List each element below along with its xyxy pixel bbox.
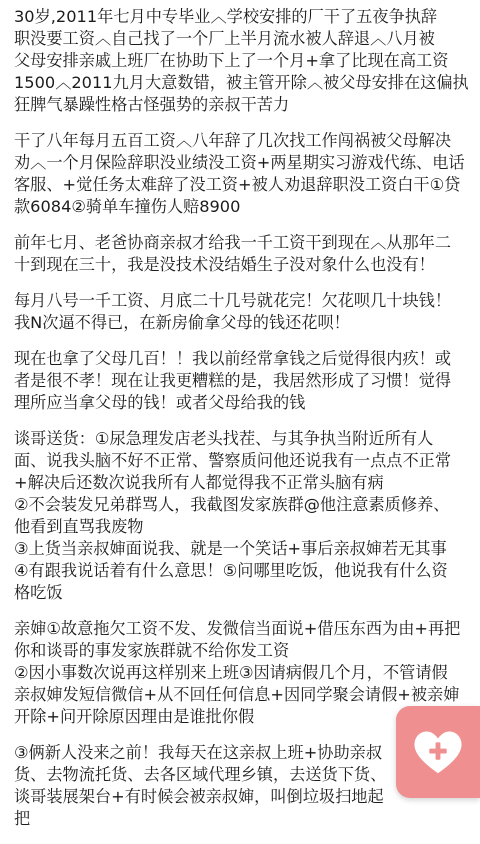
paragraph-line: 我N次逼不得已，在新房偷拿父母的钱还花呗！ — [14, 313, 350, 332]
paragraph-line: 把 — [14, 809, 31, 828]
post-paragraph — [14, 428, 472, 604]
paragraph-line: ③上货当亲叔婶面说我、就是一个笑话+事后亲叔婶若无其事 — [14, 539, 447, 558]
paragraph-line: ③俩新人没来之前！我每天在这亲叔上班+协助亲叔 — [14, 743, 383, 762]
post-paragraph — [14, 6, 472, 116]
paragraph-line: 现在也拿了父母几百！！我以前经常拿钱之后觉得很内疚！或 — [14, 349, 452, 368]
post-paragraph — [14, 232, 472, 276]
paragraph-line: ④有跟我说话着有什么意思！⑤问哪里吃饭，他说我有什么资 — [14, 561, 448, 580]
paragraph-line: 亲婶①故意拖欠工资不发、发微信当面说+借压东西为由+再把 — [14, 619, 461, 638]
paragraph-line: 客服、+觉任务太难辞了没工资+被人劝退辞职没工资白干①贷 — [14, 175, 461, 194]
paragraph-line: 30岁,2011年七月中专毕业︿学校安排的厂干了五夜争执辞 — [14, 7, 438, 26]
paragraph-line: 者是很不孝！现在让我更糟糕的是，我居然形成了习惯！觉得 — [14, 371, 452, 390]
paragraph-line: 干了八年每月五百工资︿八年辞了几次找工作闯祸被父母解决 — [14, 131, 452, 150]
paragraph-line: 谈哥送货：①尿急理发店老头找茬、与其争执当附近所有人 — [14, 429, 434, 448]
paragraph-line: 前年七月、老爸协商亲叔才给我一千工资干到现在︿从那年二 — [14, 233, 452, 252]
paragraph-line: 劝︿一个月保险辞职没业绩没工资+两星期实习游戏代练、电话 — [14, 153, 465, 172]
paragraph-line: 他看到直骂我废物 — [14, 517, 144, 536]
paragraph-line: +解决后还数次说我所有人都觉得我不正常头脑有病 — [14, 473, 384, 492]
paragraph-line: 格吃饭 — [14, 583, 63, 602]
paragraph-line: 你和谈哥的事发家族群就不给你发工资 — [14, 641, 290, 660]
paragraph-line: 货、去物流托货、去各区域代理乡镇，去送货下货、 — [14, 765, 387, 784]
floating-action-button[interactable] — [396, 706, 480, 798]
post-paragraph — [14, 130, 472, 218]
paragraph-line: 亲叔婶发短信微信+从不回任何信息+因同学聚会请假+被亲婶 — [14, 685, 460, 704]
paragraph-line: 职没要工资︿自己找了一个厂上半月流水被人辞退︿八月被 — [14, 29, 435, 48]
post-paragraph — [14, 290, 472, 334]
paragraph-line: 1500︿2011九月大意数错，被主管开除︿被父母安排在这偏执 — [14, 73, 469, 92]
paragraph-line: 谈哥装展架台+有时候会被亲叔婶，叫倒垃圾扫地起 — [14, 787, 384, 806]
heart-plus-icon — [409, 723, 467, 781]
paragraph-line: 面、说我头脑不好不正常、警察质问他还说我有一点点不正常 — [14, 451, 452, 470]
paragraph-line: 款6084②骑单车撞伤人赔8900 — [14, 197, 241, 216]
paragraph-line: 狂脾气暴躁性格古怪强势的亲叔干苦力 — [14, 95, 290, 114]
paragraph-line: 父母安排亲戚上班厂在协助下上了一个月+拿了比现在高工资 — [14, 51, 449, 70]
paragraph-line: 理所应当拿父母的钱！或者父母给我的钱 — [14, 393, 306, 412]
paragraph-line: 开除+问开除原因理由是谁批你假 — [14, 707, 255, 726]
paragraph-line: 每月八号一千工资、月底二十几号就花完！欠花呗几十块钱！ — [14, 291, 452, 310]
paragraph-line: ②不会装发兄弟群骂人，我截图发家族群@他注意素质修养、 — [14, 495, 450, 514]
paragraph-line: ②因小事数次说再这样别来上班③因请病假几个月，不管请假 — [14, 663, 448, 682]
paragraph-line: 十到现在三十，我是没技术没结婚生子没对象什么也没有！ — [14, 255, 435, 274]
post-paragraph — [14, 348, 472, 414]
